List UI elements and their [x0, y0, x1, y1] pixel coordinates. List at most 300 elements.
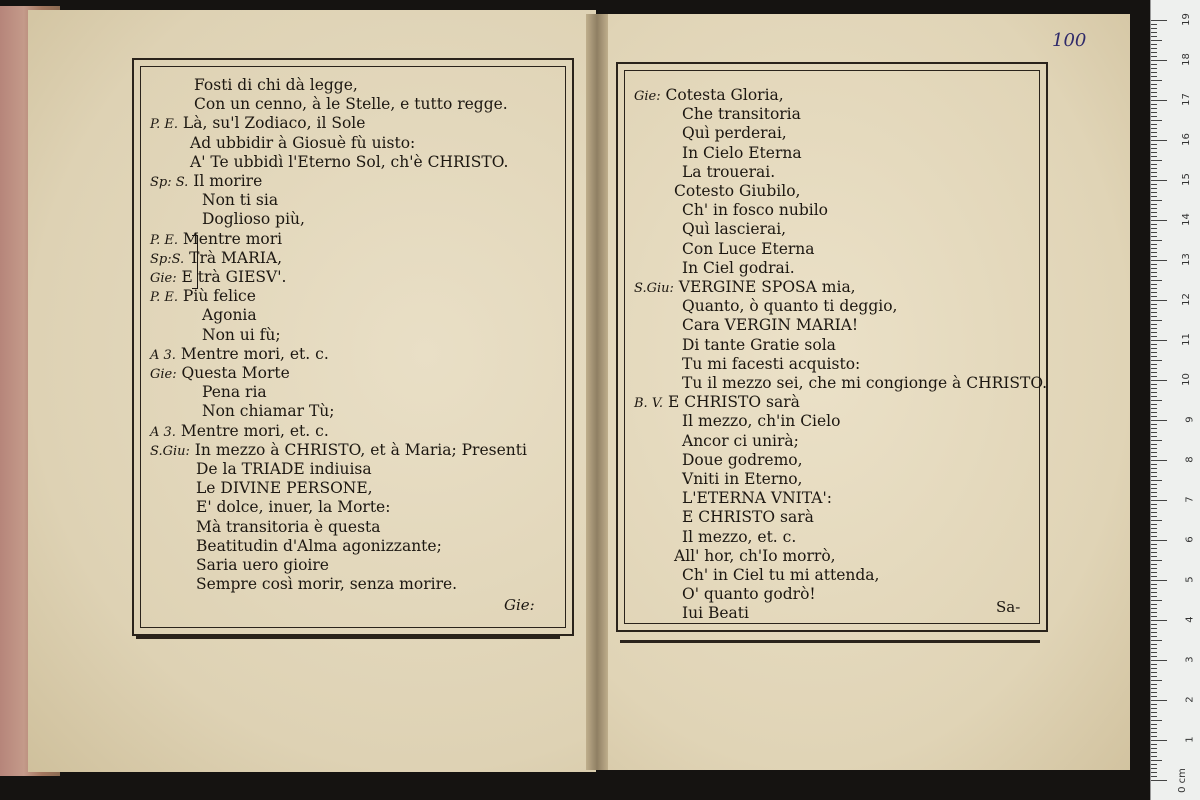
- verse-text: In Cielo Eterna: [682, 143, 802, 162]
- verse-text: Cara VERGIN MARIA!: [682, 316, 859, 335]
- ruler-tick: [1151, 388, 1157, 389]
- left_page-line: [150, 76, 358, 95]
- verse-text: Le DIVINE PERSONE,: [196, 479, 373, 498]
- right_page-line: [634, 470, 802, 489]
- ruler-tick: [1151, 208, 1157, 209]
- right_page-line: [634, 316, 858, 335]
- verse-text: Agonia: [202, 306, 257, 325]
- ruler-tick: [1151, 528, 1157, 529]
- ruler-tick: [1151, 100, 1167, 101]
- verse-text: Non ti sia: [202, 191, 279, 210]
- left_page-line: [150, 460, 372, 479]
- verse-text: Di tante Gratie sola: [682, 335, 836, 354]
- ruler-tick: [1151, 480, 1162, 481]
- ruler-tick: [1151, 128, 1157, 129]
- ruler-tick: [1151, 320, 1162, 321]
- right_page-line: [634, 124, 787, 143]
- ruler-tick: [1151, 344, 1157, 345]
- ruler-tick: [1151, 172, 1157, 173]
- measurement-ruler: [1150, 0, 1200, 800]
- ruler-tick: [1151, 400, 1162, 401]
- ruler-tick: [1151, 368, 1157, 369]
- verse-text: Mentre mori, et. c.: [175, 421, 329, 440]
- right_page-line: [634, 163, 775, 182]
- left_page-line: [150, 345, 329, 365]
- ruler-tick: [1151, 88, 1157, 89]
- ruler-tick: [1151, 232, 1157, 233]
- ruler-tick: [1151, 616, 1157, 617]
- verse-text: All' hor, ch'Io morrò,: [674, 546, 836, 565]
- book-gutter: [586, 14, 608, 770]
- ruler-tick: [1151, 72, 1157, 73]
- ruler-tick: [1151, 532, 1157, 533]
- ruler-tick: [1151, 612, 1157, 613]
- ruler-tick: [1151, 732, 1157, 733]
- ruler-tick: [1151, 592, 1157, 593]
- ruler-tick: [1151, 216, 1157, 217]
- verse-text: O' quanto godrò!: [682, 585, 816, 604]
- ruler-tick: [1151, 120, 1162, 121]
- ruler-tick: [1151, 436, 1157, 437]
- ruler-number: 18: [1181, 53, 1193, 66]
- ruler-tick: [1151, 92, 1157, 93]
- speaker-label: A 3.: [150, 347, 176, 363]
- speaker-bracket: [192, 235, 198, 289]
- ruler-tick: [1151, 580, 1167, 581]
- ruler-tick: [1151, 776, 1157, 777]
- ruler-tick: [1151, 696, 1157, 697]
- ruler-tick: [1151, 716, 1157, 717]
- verse-text: Con un cenno, à le Stelle, e tutto regge.: [194, 95, 508, 114]
- left_page-line: [150, 268, 286, 288]
- ruler-tick: [1151, 280, 1162, 281]
- ruler-number: 1: [1184, 736, 1196, 743]
- left_page-line: [150, 556, 329, 575]
- ruler-tick: [1151, 668, 1157, 669]
- ruler-tick: [1151, 324, 1157, 325]
- left_page-line: [150, 172, 262, 192]
- right_page-line: [634, 528, 796, 547]
- right_page-line: [634, 585, 816, 604]
- ruler-tick: [1151, 640, 1162, 641]
- ruler-tick: [1151, 252, 1157, 253]
- left_page-line: [150, 191, 278, 210]
- ruler-tick: [1151, 464, 1157, 465]
- ruler-tick: [1151, 328, 1157, 329]
- ruler-tick: [1151, 680, 1162, 681]
- ruler-tick: [1151, 424, 1157, 425]
- ruler-tick: [1151, 728, 1157, 729]
- right_page-line: [634, 432, 799, 451]
- ruler-tick: [1151, 288, 1157, 289]
- ruler-tick: [1151, 76, 1157, 77]
- ruler-tick: [1151, 472, 1157, 473]
- ruler-number: 14: [1181, 213, 1193, 226]
- ruler-number: 3: [1184, 656, 1196, 663]
- verse-text: Questa Morte: [176, 364, 290, 382]
- ruler-tick: [1151, 296, 1157, 297]
- ruler-tick: [1151, 228, 1157, 229]
- verse-text: Trà MARIA,: [184, 248, 283, 267]
- speaker-label: Gie:: [150, 367, 177, 382]
- ruler-tick: [1151, 576, 1157, 577]
- right_page-line: [634, 220, 786, 239]
- speaker-label: P. E.: [150, 290, 178, 306]
- verse-text: L'ETERNA VNITA':: [682, 489, 832, 508]
- ruler-tick: [1151, 560, 1162, 561]
- ruler-tick: [1151, 544, 1157, 545]
- ruler-tick: [1151, 444, 1157, 445]
- speaker-label: S.Giu:: [150, 443, 190, 459]
- right_page-line: [634, 508, 814, 527]
- ruler-tick: [1151, 36, 1157, 37]
- ruler-tick: [1151, 768, 1157, 769]
- ruler-number: 10: [1181, 373, 1193, 386]
- right-page-text: [634, 86, 1048, 623]
- ruler-tick: [1151, 148, 1157, 149]
- verse-text: E CHRISTO sarà: [663, 393, 800, 412]
- ruler-tick: [1151, 608, 1157, 609]
- verse-text: E trà GIESV'.: [176, 268, 287, 286]
- ruler-tick: [1151, 712, 1157, 713]
- verse-text: Iui Beati: [682, 604, 749, 623]
- verse-text: E' dolce, inuer, la Morte:: [196, 498, 391, 517]
- right-catchword: Sa-: [996, 598, 1021, 616]
- verse-text: La trouerai.: [682, 162, 776, 181]
- speaker-label: Gie:: [634, 89, 661, 104]
- ruler-number: 13: [1181, 253, 1193, 266]
- left_page-line: [150, 441, 527, 461]
- ruler-tick: [1151, 476, 1157, 477]
- ruler-tick: [1151, 348, 1157, 349]
- right_page-line: [634, 182, 800, 201]
- ruler-tick: [1151, 132, 1157, 133]
- ruler-tick: [1151, 720, 1162, 721]
- right_page-line: [634, 278, 856, 298]
- ruler-tick: [1151, 488, 1157, 489]
- ruler-tick: [1151, 364, 1157, 365]
- ruler-tick: [1151, 504, 1157, 505]
- verse-text: Ch' in Ciel tu mi attenda,: [682, 566, 880, 584]
- ruler-tick: [1151, 688, 1157, 689]
- ruler-tick: [1151, 60, 1167, 61]
- ruler-tick: [1151, 540, 1167, 541]
- ruler-number: 7: [1184, 496, 1196, 503]
- ruler-tick: [1151, 264, 1157, 265]
- ruler-tick: [1151, 604, 1157, 605]
- ruler-tick: [1151, 224, 1157, 225]
- ruler-tick: [1151, 636, 1157, 637]
- right_page-line: [634, 355, 860, 374]
- left_page-line: [150, 210, 305, 229]
- ruler-tick: [1151, 236, 1157, 237]
- right_page-line: [634, 336, 836, 355]
- ruler-tick: [1151, 408, 1157, 409]
- left_page-line: [150, 114, 365, 134]
- verse-text: Quì perderai,: [682, 124, 787, 143]
- verse-text: Beatitudin d'Alma agonizzante;: [196, 536, 442, 555]
- ruler-tick: [1151, 44, 1157, 45]
- ruler-tick: [1151, 108, 1157, 109]
- ruler-tick: [1151, 652, 1157, 653]
- ruler-tick: [1151, 676, 1157, 677]
- right_page-line: [634, 240, 815, 259]
- ruler-tick: [1151, 180, 1167, 181]
- verse-text: Quanto, ò quanto ti deggio,: [682, 297, 898, 316]
- ruler-tick: [1151, 316, 1157, 317]
- ruler-tick: [1151, 700, 1167, 701]
- verse-text: Più felice: [178, 287, 256, 306]
- ruler-tick: [1151, 648, 1157, 649]
- ruler-unit-label: 0 cm: [1177, 768, 1189, 793]
- ruler-number: 5: [1184, 576, 1196, 583]
- ruler-tick: [1151, 56, 1157, 57]
- ruler-tick: [1151, 284, 1157, 285]
- left_page-line: [150, 230, 282, 250]
- speaker-label: P. E.: [150, 232, 178, 248]
- right_page-line: [634, 374, 1047, 393]
- ruler-tick: [1151, 568, 1157, 569]
- ruler-tick: [1151, 704, 1157, 705]
- ruler-tick: [1151, 168, 1157, 169]
- right_page-line: [634, 412, 840, 431]
- ruler-tick: [1151, 116, 1157, 117]
- ruler-tick: [1151, 184, 1157, 185]
- verse-text: Non chiamar Tù;: [202, 402, 335, 421]
- ruler-tick: [1151, 772, 1157, 773]
- ruler-tick: [1151, 432, 1157, 433]
- speaker-label: Sp: S.: [150, 175, 189, 190]
- left_page-line: [150, 134, 415, 153]
- ruler-tick: [1151, 620, 1167, 621]
- ruler-tick: [1151, 24, 1157, 25]
- verse-text: E CHRISTO sarà: [682, 508, 814, 527]
- left_page-line: [150, 306, 257, 325]
- ruler-tick: [1151, 80, 1162, 81]
- verse-text: Il morire: [188, 172, 263, 190]
- ruler-tick: [1151, 428, 1157, 429]
- right_page-line: [634, 201, 828, 220]
- ruler-tick: [1151, 196, 1157, 197]
- ruler-tick: [1151, 64, 1157, 65]
- verse-text: Ch' in fosco nubilo: [682, 201, 828, 220]
- ruler-tick: [1151, 292, 1157, 293]
- ruler-tick: [1151, 412, 1157, 413]
- ruler-tick: [1151, 164, 1157, 165]
- ruler-tick: [1151, 360, 1162, 361]
- ruler-tick: [1151, 584, 1157, 585]
- ruler-tick: [1151, 760, 1162, 761]
- ruler-tick: [1151, 512, 1157, 513]
- speaker-label: B. V.: [634, 396, 664, 412]
- ruler-tick: [1151, 256, 1157, 257]
- ruler-tick: [1151, 548, 1157, 549]
- verse-text: Quì lascierai,: [682, 220, 787, 239]
- speaker-label: Sp:S.: [150, 251, 185, 267]
- ruler-tick: [1151, 596, 1157, 597]
- left_page-line: [150, 422, 329, 442]
- left_page-line: [150, 537, 442, 556]
- ruler-tick: [1151, 308, 1157, 309]
- verse-text: Doue godremo,: [682, 450, 803, 469]
- verse-text: Doglioso più,: [202, 210, 305, 229]
- verse-text: Che transitoria: [682, 105, 801, 124]
- ruler-tick: [1151, 220, 1167, 221]
- ruler-tick: [1151, 244, 1157, 245]
- ruler-number: 4: [1184, 616, 1196, 623]
- ruler-tick: [1151, 508, 1157, 509]
- ruler-tick: [1151, 40, 1162, 41]
- ruler-tick: [1151, 144, 1157, 145]
- ruler-tick: [1151, 240, 1162, 241]
- ruler-tick: [1151, 440, 1162, 441]
- left_page-line: [150, 518, 381, 537]
- ruler-tick: [1151, 632, 1157, 633]
- ruler-tick: [1151, 520, 1162, 521]
- ruler-number: 2: [1184, 696, 1196, 703]
- right_page-line: [634, 604, 749, 623]
- ruler-tick: [1151, 404, 1157, 405]
- ruler-tick: [1151, 376, 1157, 377]
- ruler-number: 16: [1181, 133, 1193, 146]
- right_page-line: [634, 86, 784, 106]
- ruler-tick: [1151, 740, 1167, 741]
- right_page-line: [634, 489, 832, 508]
- verse-text: De la TRIADE indiuisa: [196, 460, 372, 478]
- ruler-tick: [1151, 340, 1167, 341]
- ruler-tick: [1151, 124, 1157, 125]
- ruler-tick: [1151, 736, 1157, 737]
- ruler-tick: [1151, 380, 1167, 381]
- ruler-tick: [1151, 248, 1157, 249]
- ruler-tick: [1151, 644, 1157, 645]
- folio-number: 100: [1052, 30, 1087, 51]
- ruler-tick: [1151, 84, 1157, 85]
- speaker-label: A 3.: [150, 424, 176, 440]
- left_page-line: [150, 287, 256, 307]
- speaker-label: S.Giu:: [634, 281, 674, 296]
- ruler-tick: [1151, 272, 1157, 273]
- ruler-tick: [1151, 448, 1157, 449]
- ruler-tick: [1151, 456, 1157, 457]
- ruler-tick: [1151, 204, 1157, 205]
- ruler-tick: [1151, 384, 1157, 385]
- ruler-tick: [1151, 356, 1157, 357]
- ruler-tick: [1151, 112, 1157, 113]
- verse-text: Pena ria: [202, 383, 267, 402]
- verse-text: Tu mi facesti acquisto:: [682, 354, 861, 373]
- ruler-tick: [1151, 708, 1157, 709]
- right_page-line: [634, 105, 801, 124]
- verse-text: Saria uero gioire: [196, 556, 329, 574]
- ruler-tick: [1151, 564, 1157, 565]
- ruler-tick: [1151, 672, 1157, 673]
- ruler-tick: [1151, 300, 1167, 301]
- ruler-tick: [1151, 156, 1157, 157]
- verse-text: Ad ubbidir à Giosuè fù uisto:: [190, 133, 416, 152]
- left_page-line: [150, 249, 282, 269]
- ruler-tick: [1151, 372, 1157, 373]
- left_page-line: [150, 153, 508, 172]
- verse-text: Non ui fù;: [202, 325, 281, 344]
- verse-text: Tu il mezzo sei, che mi congionge à CHRISTO.: [682, 374, 1048, 392]
- verse-text: Mentre mori: [178, 229, 283, 248]
- ruler-tick: [1151, 152, 1157, 153]
- verse-text: Sempre così morir, senza morire.: [196, 575, 458, 594]
- ruler-tick: [1151, 192, 1157, 193]
- verse-text: Cotesto Giubilo,: [674, 182, 801, 200]
- ruler-tick: [1151, 68, 1157, 69]
- ruler-number: 9: [1184, 416, 1196, 423]
- verse-text: A' Te ubbidì l'Eterno Sol, ch'è CHRISTO.: [190, 152, 509, 171]
- ruler-tick: [1151, 352, 1157, 353]
- ruler-tick: [1151, 684, 1157, 685]
- ruler-tick: [1151, 140, 1167, 141]
- ruler-tick: [1151, 492, 1157, 493]
- verse-text: Là, su'l Zodiaco, il Sole: [178, 114, 366, 133]
- ruler-tick: [1151, 460, 1167, 461]
- ruler-tick: [1151, 416, 1157, 417]
- ruler-tick: [1151, 212, 1157, 213]
- verse-text: In mezzo à CHRISTO, et à Maria; Presenti: [189, 440, 527, 459]
- ruler-tick: [1151, 600, 1162, 601]
- ruler-number: 12: [1181, 293, 1193, 306]
- verse-text: Il mezzo, ch'in Cielo: [682, 412, 841, 431]
- speaker-label: Gie:: [150, 271, 177, 286]
- ruler-tick: [1151, 52, 1157, 53]
- verse-text: Vniti in Eterno,: [682, 470, 803, 488]
- ruler-tick: [1151, 276, 1157, 277]
- right_page-line: [634, 451, 803, 470]
- left_page-line: [150, 383, 267, 402]
- ruler-tick: [1151, 556, 1157, 557]
- left_page-line: [150, 402, 334, 421]
- ruler-tick: [1151, 660, 1167, 661]
- ruler-tick: [1151, 48, 1157, 49]
- ruler-tick: [1151, 312, 1157, 313]
- right_page-line: [634, 566, 879, 585]
- ruler-tick: [1151, 136, 1157, 137]
- ruler-tick: [1151, 724, 1157, 725]
- ruler-tick: [1151, 588, 1157, 589]
- ruler-tick: [1151, 468, 1157, 469]
- ruler-tick: [1151, 96, 1157, 97]
- right_page-line: [634, 547, 836, 566]
- ruler-tick: [1151, 160, 1162, 161]
- verse-text: Fosti di chi dà legge,: [194, 76, 358, 94]
- verse-text: Ancor ci unirà;: [682, 431, 799, 450]
- ruler-number: 15: [1181, 173, 1193, 186]
- ruler-tick: [1151, 496, 1157, 497]
- right_page-line: [634, 297, 897, 316]
- ruler-tick: [1151, 420, 1167, 421]
- ruler-tick: [1151, 744, 1157, 745]
- ruler-tick: [1151, 176, 1157, 177]
- ruler-tick: [1151, 484, 1157, 485]
- ruler-tick: [1151, 396, 1157, 397]
- verse-text: Mà transitoria è questa: [196, 517, 381, 536]
- ruler-tick: [1151, 748, 1157, 749]
- ruler-tick: [1151, 452, 1157, 453]
- left_page-line: [150, 498, 390, 517]
- ruler-tick: [1151, 536, 1157, 537]
- verse-text: In Ciel godrai.: [682, 258, 795, 277]
- ruler-tick: [1151, 656, 1157, 657]
- verse-text: Il mezzo, et. c.: [682, 527, 797, 546]
- ruler-tick: [1151, 332, 1157, 333]
- ruler-number: 8: [1184, 456, 1196, 463]
- ruler-tick: [1151, 524, 1157, 525]
